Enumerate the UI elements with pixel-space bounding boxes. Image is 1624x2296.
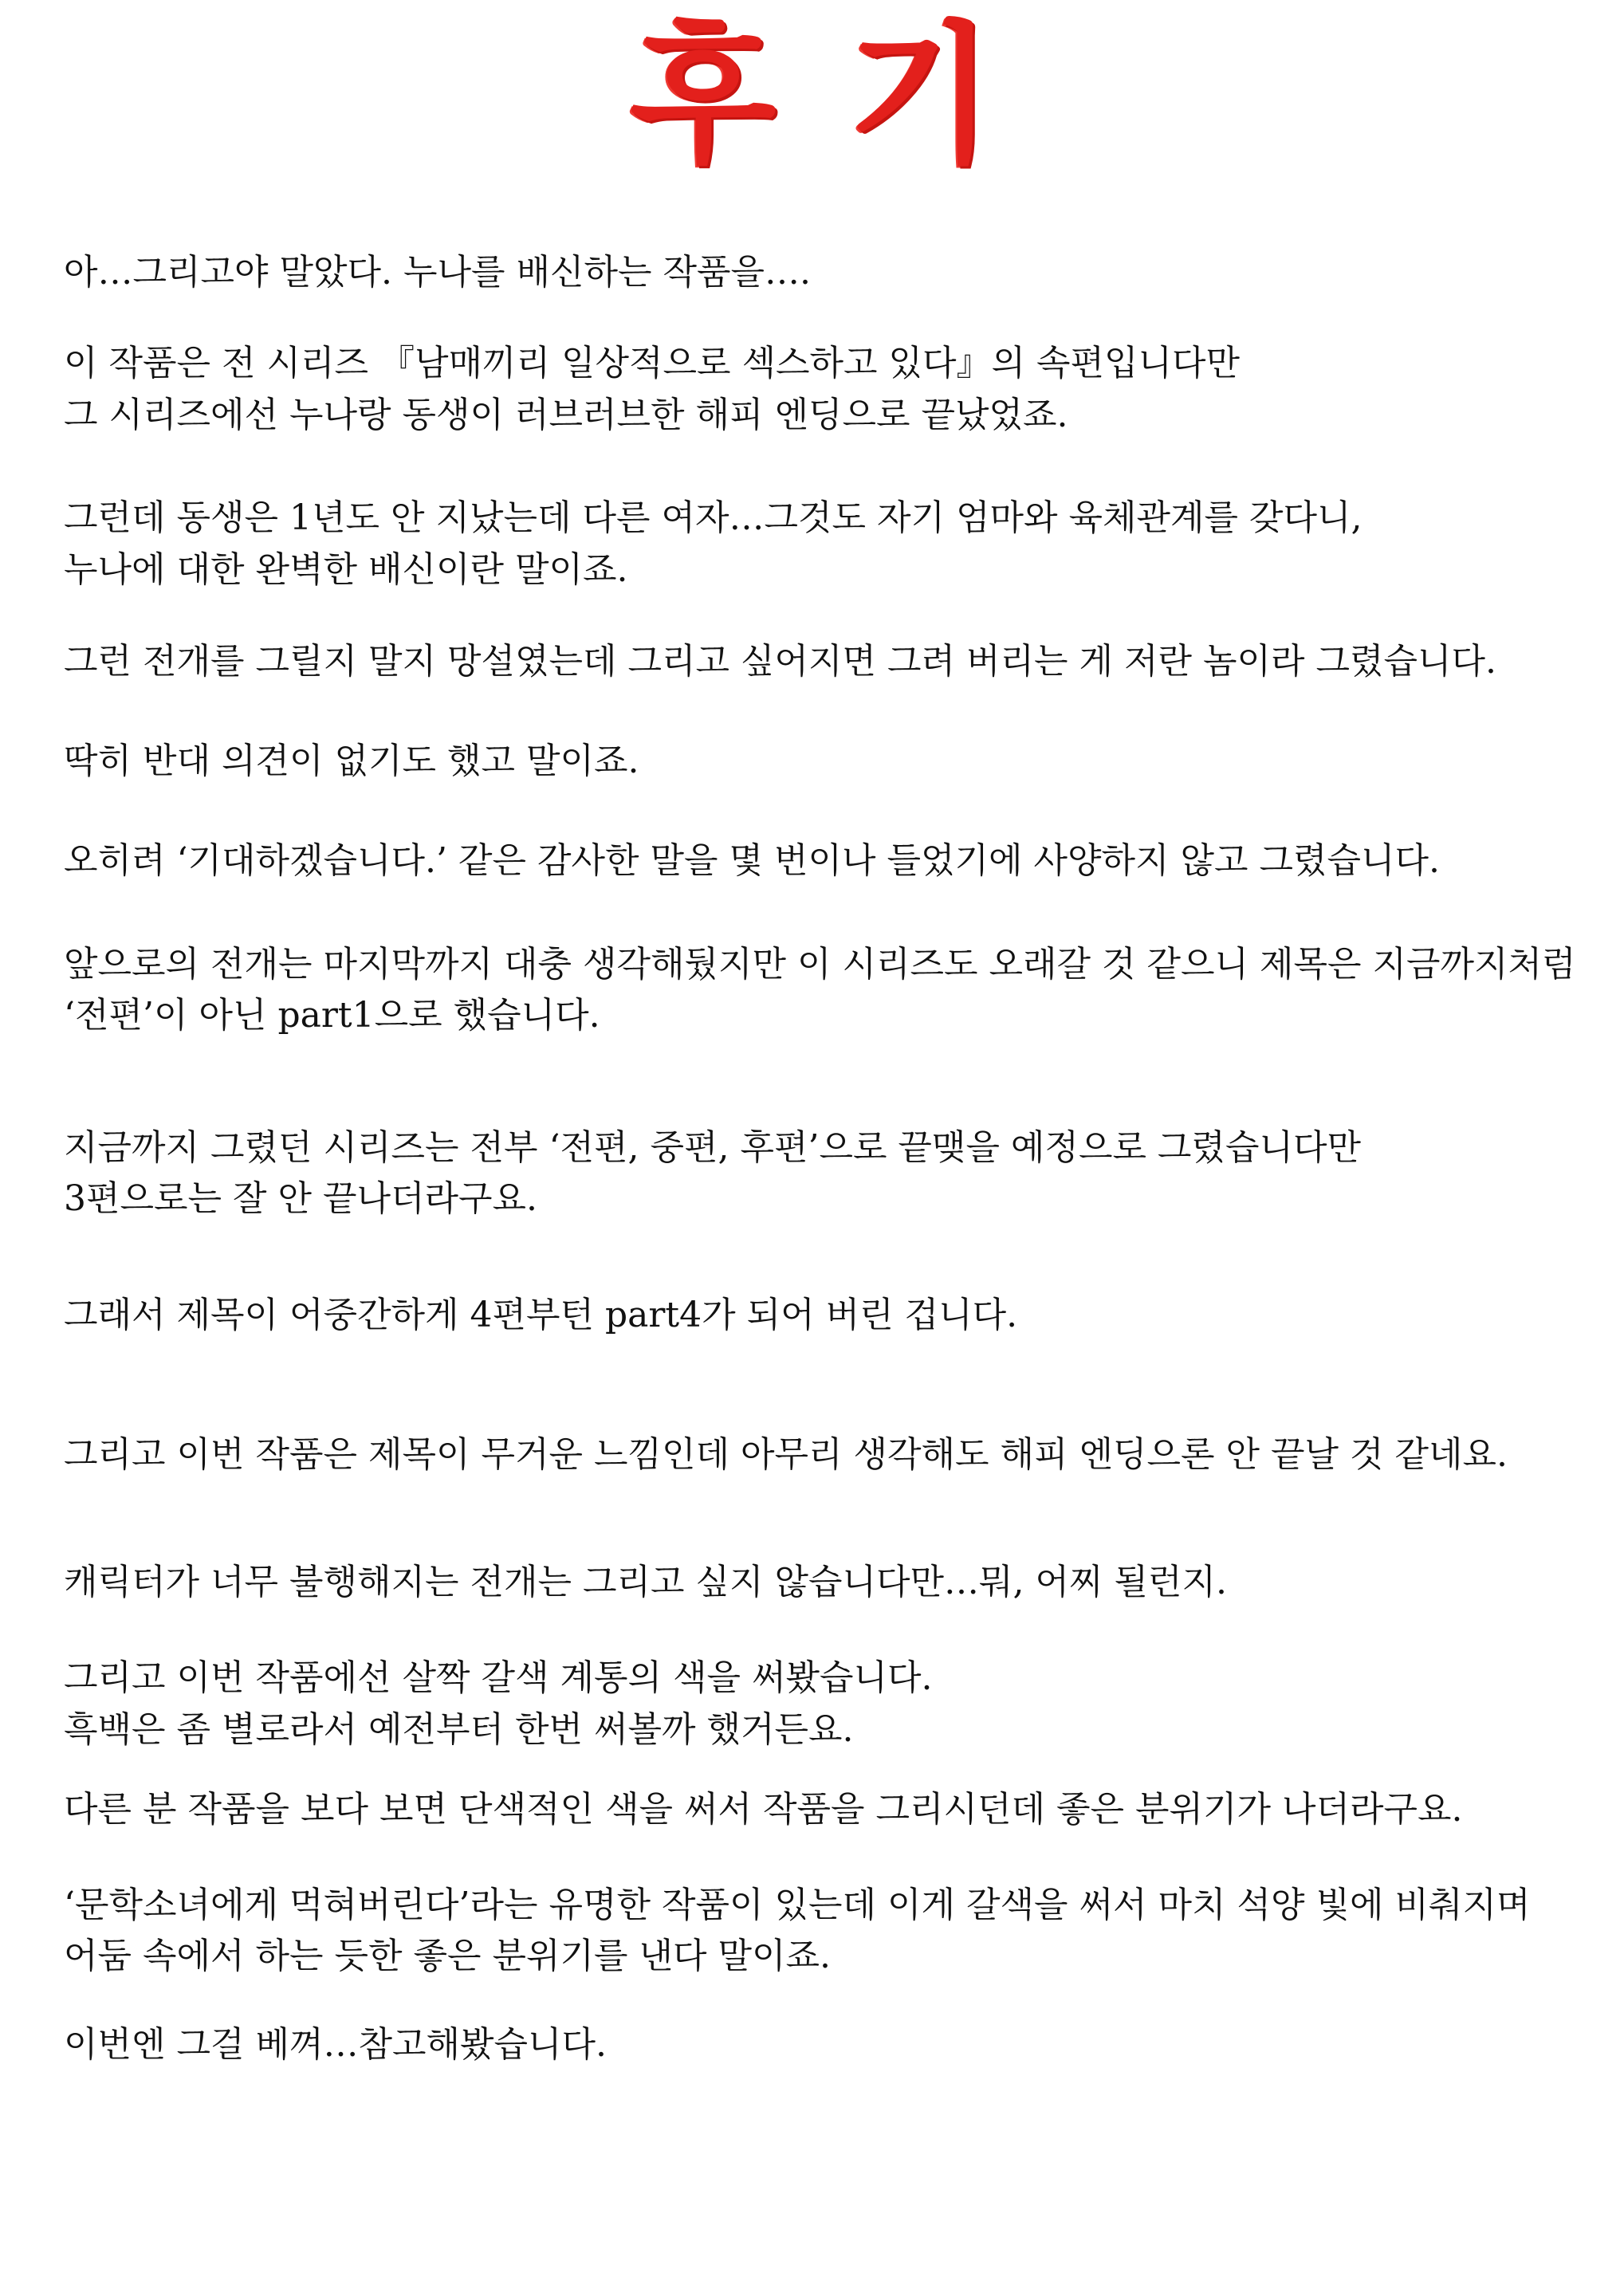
paragraph-12-line-2: 흑백은 좀 별로라서 예전부터 한번 써볼까 했거든요. <box>64 1709 854 1750</box>
page-title: 후기 <box>629 7 1067 183</box>
paragraph-3-line-2: 누나에 대한 완벽한 배신이란 말이죠. <box>64 549 628 590</box>
paragraph-15-line-1: 이번엔 그걸 베껴…참고해봤습니다. <box>64 2024 608 2065</box>
paragraph-8-line-2: 3편으로는 잘 안 끝나더라구요. <box>64 1178 537 1219</box>
paragraph-9-line-1: 그래서 제목이 어중간하게 4편부턴 part4가 되어 버린 겁니다. <box>64 1295 1018 1335</box>
paragraph-7-line-1: 앞으로의 전개는 마지막까지 대충 생각해뒀지만 이 시리즈도 오래갈 것 같으니 제목은 지금까지처럼 <box>64 944 1576 985</box>
paragraph-12-line-1: 그리고 이번 작품에선 살짝 갈색 계통의 색을 써봤습니다. <box>64 1657 933 1698</box>
paragraph-8-line-1: 지금까지 그렸던 시리즈는 전부 ‘전편, 중편, 후편’으로 끝맺을 예정으로 그렸습니다만 <box>64 1127 1361 1168</box>
paragraph-2-line-2: 그 시리즈에선 누나랑 동생이 러브러브한 해피 엔딩으로 끝났었죠. <box>64 395 1068 435</box>
paragraph-5-line-1: 딱히 반대 의견이 없기도 했고 말이죠. <box>64 741 639 781</box>
paragraph-4-line-1: 그런 전개를 그릴지 말지 망설였는데 그리고 싶어지면 그려 버리는 게 저란 놈이라 그렸습니다. <box>64 641 1496 682</box>
paragraph-10-line-1: 그리고 이번 작품은 제목이 무거운 느낌인데 아무리 생각해도 해피 엔딩으론 안 끝날 것 같네요. <box>64 1434 1508 1475</box>
paragraph-6-line-1: 오히려 ‘기대하겠습니다.’ 같은 감사한 말을 몇 번이나 들었기에 사양하지 않고 그렸습니다. <box>64 840 1440 881</box>
paragraph-2-line-1: 이 작품은 전 시리즈 『남매끼리 일상적으로 섹스하고 있다』의 속편입니다만 <box>64 343 1241 383</box>
paragraph-14-line-2: 어둠 속에서 하는 듯한 좋은 분위기를 낸다 말이죠. <box>64 1936 831 1976</box>
paragraph-3-line-1: 그런데 동생은 1년도 안 지났는데 다른 여자…그것도 자기 엄마와 육체관계를 갖다니, <box>64 497 1363 538</box>
paragraph-14-line-1: ‘문학소녀에게 먹혀버린다’라는 유명한 작품이 있는데 이게 갈색을 써서 마치 석양 빛에 비춰지며 <box>64 1885 1531 1925</box>
paragraph-13-line-1: 다른 분 작품을 보다 보면 단색적인 색을 써서 작품을 그리시던데 좋은 분위기가 나더라구요. <box>64 1789 1463 1830</box>
paragraph-11-line-1: 캐릭터가 너무 불행해지는 전개는 그리고 싶지 않습니다만…뭐, 어찌 될런지. <box>64 1562 1227 1602</box>
paragraph-7-line-2: ‘전편’이 아닌 part1으로 했습니다. <box>64 995 600 1036</box>
paragraph-1-line-1: 아…그리고야 말았다. 누나를 배신하는 작품을…. <box>64 252 811 293</box>
